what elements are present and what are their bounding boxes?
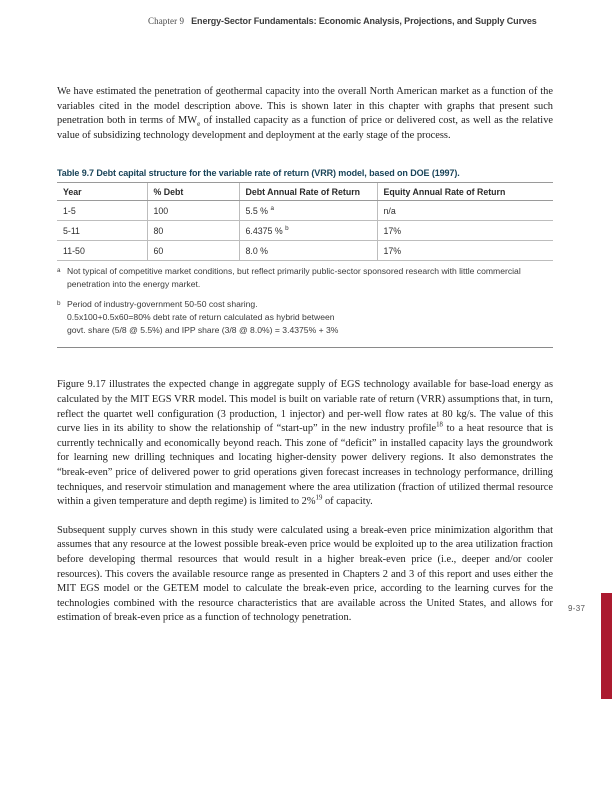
cell-debt-rate: 8.0 % <box>239 241 377 261</box>
table-title: Table 9.7 Debt capital structure for the variable rate of return (VRR) model, based on DOE (1997). <box>57 168 460 179</box>
debt-structure-table <box>57 182 553 261</box>
footnote-line: Period of industry-government 50-50 cost sharing. <box>67 299 258 310</box>
footnote-b <box>57 298 553 337</box>
table-header-row <box>57 183 553 201</box>
footnote-line: 0.5x100+0.5x60=80% debt rate of return calculated as hybrid between <box>67 312 335 323</box>
footnote-line: govt. share (5/8 @ 5.5%) and IPP share (3/8 @ 8.0%) = 3.4375% + 3% <box>67 325 339 336</box>
paragraph-intro: We have estimated the penetration of geothermal capacity into the overall North American market as a function of the variables cited in the model description above. This is shown later in this chapter with graphs that present such penetration both in terms of $MW_e$ of installed capacity as a function of price or delivered cost, as well as the relative value of subsidizing technology development and deployment at the early stage of the process. <box>57 86 553 141</box>
cell-equity-rate: 17% <box>377 241 553 261</box>
cell-equity-rate: 17% <box>377 221 553 241</box>
footnote-ref: b <box>285 225 289 233</box>
cell-debt: 60 <box>147 241 239 261</box>
col-header-percent-debt: % Debt <box>147 183 239 201</box>
table-9-7-block <box>57 168 553 348</box>
chapter-title: Energy-Sector Fundamentals: Economic Analysis, Projections, and Supply Curves <box>191 16 537 26</box>
table-row <box>57 221 553 241</box>
page-content <box>57 85 553 626</box>
page-number: 9-37 <box>568 604 586 613</box>
col-header-equity-rate: Equity Annual Rate of Return <box>377 183 553 201</box>
col-header-year: Year <box>57 183 147 201</box>
table-footnotes <box>57 265 553 348</box>
table-row <box>57 201 553 221</box>
cell-debt-rate: 6.4375 % $^b$ <box>239 221 377 241</box>
paragraph-subsequent-curves: Subsequent supply curves shown in this study were calculated using a break-even price minimization algorithm that assumes that any resource at the lowest possible break-even price would be exploited up to the area utilization fraction before developing thermal resources that would result in a higher break-even price (i.e., deeper and/or cooler resources). This covers the available resource range as presented in Chapters 2 and 3 of this report and uses either the MIT EGS model or the GETEM model to calculate the break-even price, according to the learning curves for the technologies combined with the resource characteristics that are available across the United States, and allows for estimation of break-even price as a function of technology penetration. <box>57 524 553 624</box>
cell-year: 1-5 <box>57 201 147 221</box>
footnote-marker: a <box>57 267 61 275</box>
cell-debt-rate: 5.5 % $^a$ <box>239 201 377 221</box>
page-header <box>148 16 537 26</box>
table-row <box>57 241 553 261</box>
cell-equity-rate: n/a <box>377 201 553 221</box>
cell-debt: 100 <box>147 201 239 221</box>
chapter-label: Chapter 9 <box>148 16 185 26</box>
footnote-line: Not typical of competitive market conditions, but reflect primarily public-sector sponsored research with little commercial penetration into the energy market. <box>67 266 521 290</box>
col-header-debt-rate: Debt Annual Rate of Return <box>239 183 377 201</box>
cell-year: 5-11 <box>57 221 147 241</box>
chapter-tab-bar <box>601 593 612 699</box>
paragraph-figure-917: Figure 9.17 illustrates the expected change in aggregate supply of EGS technology available for base-load energy as calculated by the MIT EGS VRR model. This model is built on variable rate of return (VRR) assumptions that, in turn, reflect the quartet well configuration (3 production, 1 injector) and per-well flow rates at 80 kg/s. The value of this curve lies in its ability to show the relationship of “start-up” in the new industry profile$^{18}$ to a heat resource that is currently technically and economically beyond reach. This zone of “deficit” in installed capacity lays the groundwork for learning new drilling techniques and locating higher-density power delivery regions. It also demonstrates the “break-even” price of delivered power to grid operations given forecast increases in technology performance, drilling techniques, and reservoir stimulation and management where the area utilization (fraction of utilized thermal resource within a given temperature and depth regime) is limited to 2%$^{19}$ of capacity. <box>57 379 553 508</box>
footnote-a <box>57 265 553 291</box>
cell-year: 11-50 <box>57 241 147 261</box>
cell-debt: 80 <box>147 221 239 241</box>
footnote-marker: b <box>57 300 61 308</box>
footnote-ref: a <box>270 205 274 213</box>
